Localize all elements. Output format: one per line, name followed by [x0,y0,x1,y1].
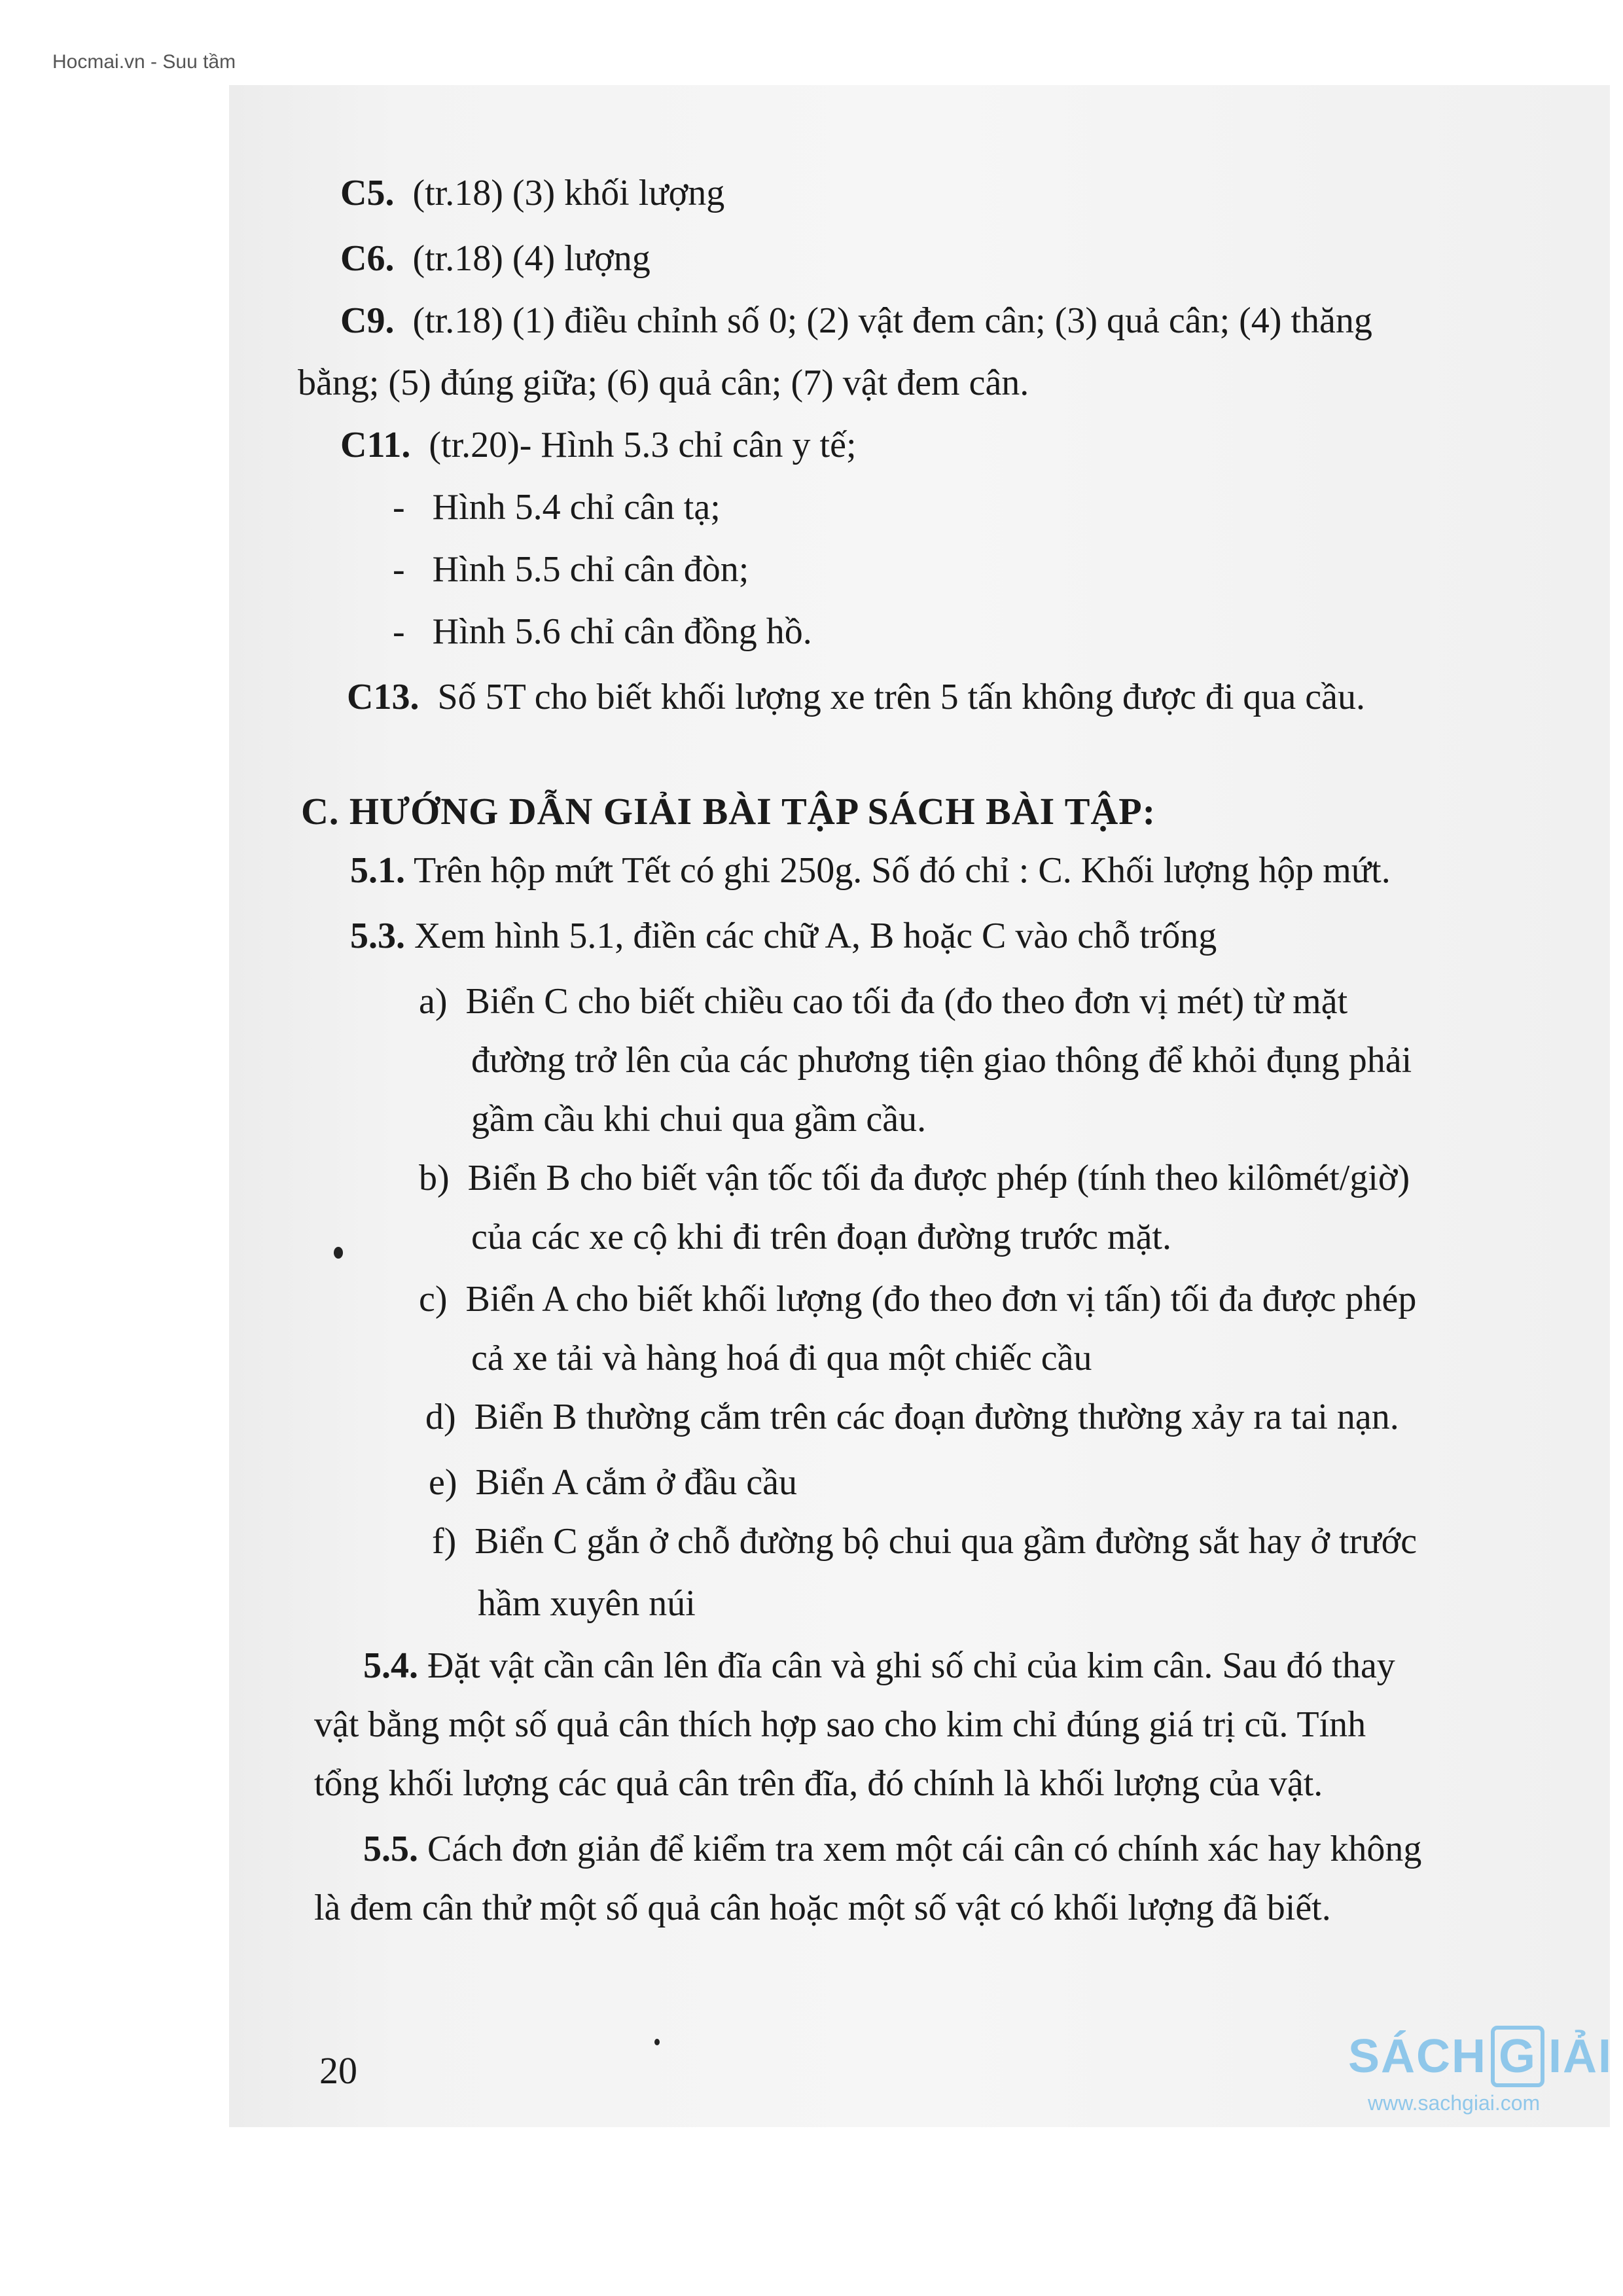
item-label: a) [419,981,448,1022]
item-text: của các xe cộ khi đi trên đoạn đường trước mặt. [471,1217,1171,1257]
exercise-5-3-f-cont [478,1577,696,1630]
watermark-logo [1348,2026,1613,2087]
answer-c5 [340,167,724,219]
exercise-5-3-c [419,1273,1416,1325]
scan-speck [334,1247,343,1259]
item-text: Biển B thường cắm trên các đoạn đường thường xảy ra tai nạn. [474,1397,1399,1437]
answer-text: (tr.18) (3) khối lượng [412,173,725,213]
exercise-5-3-c-cont [471,1332,1092,1384]
scan-speck [654,2039,660,2045]
exercise-5-4-cont [314,1757,1323,1810]
item-label: f) [432,1521,457,1562]
watermark-box: G [1491,2026,1544,2087]
answer-text: (tr.18) (1) điều chỉnh số 0; (2) vật đem cân; (3) quả cân; (4) thăng [412,300,1372,341]
list-dash: - [393,611,405,652]
answer-text: bằng; (5) đúng giữa; (6) quả cân; (7) vật đem cân. [298,363,1029,403]
item-label: d) [425,1397,456,1437]
exercise-label: 5.4. [363,1645,418,1686]
item-text: hầm xuyên núi [478,1583,696,1624]
answer-label: C9. [340,300,395,341]
exercise-5-1 [350,844,1391,897]
answer-label: C11. [340,425,411,465]
answer-text: Hình 5.5 chỉ cân đòn; [432,549,749,590]
answer-c11-item [393,543,749,596]
answer-label: C5. [340,173,395,213]
exercise-5-3-a-cont [471,1034,1412,1086]
exercise-5-3-f [432,1515,1417,1568]
exercise-5-4 [363,1640,1395,1692]
exercise-text: là đem cân thử một số quả cân hoặc một số vật có khối lượng đã biết. [314,1888,1331,1928]
item-label: c) [419,1279,448,1319]
list-dash: - [393,549,405,590]
exercise-label: 5.1. [350,850,405,891]
answer-c9 [340,295,1372,347]
answer-text: Hình 5.4 chỉ cân tạ; [432,487,721,528]
answer-c11-item [393,481,721,533]
answer-text: Hình 5.6 chỉ cân đồng hồ. [432,611,812,652]
answer-label: C6. [340,238,395,279]
item-label: b) [419,1158,450,1198]
exercise-5-5 [363,1823,1421,1875]
exercise-text: Đặt vật cần cân lên đĩa cân và ghi số chỉ của kim cân. Sau đó thay [427,1645,1395,1686]
answer-c11 [340,419,857,471]
answer-text: (tr.20)- Hình 5.3 chỉ cân y tế; [429,425,857,465]
exercise-5-4-cont [314,1698,1366,1751]
item-text: đường trở lên của các phương tiện giao thông để khỏi đụng phải [471,1040,1412,1081]
exercise-text: vật bằng một số quả cân thích hợp sao cho kim chỉ đúng giá trị cũ. Tính [314,1704,1366,1745]
page-number: 20 [319,2049,357,2092]
answer-c6 [340,232,651,285]
answer-c9-continued [298,357,1029,409]
item-text: gầm cầu khi chui qua gầm cầu. [471,1099,927,1139]
exercise-label: 5.5. [363,1829,418,1869]
exercise-5-3 [350,910,1217,962]
exercise-text: tổng khối lượng các quả cân trên đĩa, đó chính là khối lượng của vật. [314,1763,1323,1804]
exercise-5-3-e [429,1456,797,1509]
item-text: Biển A cho biết khối lượng (đo theo đơn vị tấn) tối đa được phép [465,1279,1417,1319]
exercise-5-5-cont [314,1882,1331,1934]
item-label: e) [429,1462,457,1503]
section-title: C. HƯỚNG DẪN GIẢI BÀI TẬP SÁCH BÀI TẬP: [301,790,1156,833]
watermark-left: SÁCH [1348,2030,1488,2083]
source-note: Hocmai.vn - Suu tầm [52,51,236,73]
answer-c13 [347,671,1365,723]
item-text: Biển C gắn ở chỗ đường bộ chui qua gầm đường sắt hay ở trước [474,1521,1418,1562]
exercise-text: Trên hộp mứt Tết có ghi 250g. Số đó chỉ : C. Khối lượng hộp mứt. [414,850,1391,891]
exercise-text: Xem hình 5.1, điền các chữ A, B hoặc C vào chỗ trống [414,916,1217,956]
item-text: Biển C cho biết chiều cao tối đa (đo theo đơn vị mét) từ mặt [465,981,1348,1022]
item-text: Biển A cắm ở đầu cầu [475,1462,797,1503]
item-text: Biển B cho biết vận tốc tối đa được phép (tính theo kilômét/giờ) [467,1158,1410,1198]
exercise-5-3-b [419,1152,1410,1204]
item-text: cả xe tải và hàng hoá đi qua một chiếc cầu [471,1338,1092,1378]
answer-c11-item [393,605,812,658]
list-dash: - [393,487,405,528]
answer-text: (tr.18) (4) lượng [412,238,651,279]
watermark-url: www.sachgiai.com [1368,2091,1541,2115]
watermark-right: IẢI [1548,2030,1613,2083]
answer-label: C13. [347,677,419,717]
exercise-5-3-d [425,1391,1399,1443]
exercise-5-3-a-cont [471,1093,926,1145]
exercise-text: Cách đơn giản để kiểm tra xem một cái cân có chính xác hay không [427,1829,1422,1869]
answer-text: Số 5T cho biết khối lượng xe trên 5 tấn không được đi qua cầu. [437,677,1365,717]
exercise-5-3-b-cont [471,1211,1171,1263]
exercise-5-3-a [419,975,1347,1028]
exercise-label: 5.3. [350,916,405,956]
